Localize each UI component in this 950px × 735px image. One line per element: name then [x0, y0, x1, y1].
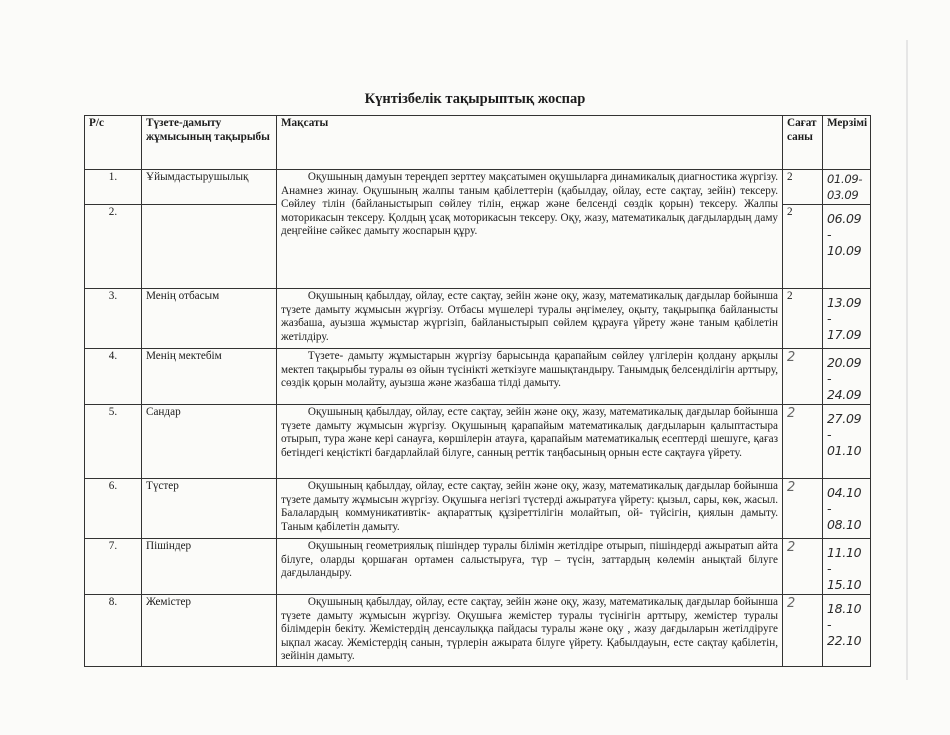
header-topic: Түзете-дамыту жұмысының тақырыбы	[142, 116, 277, 170]
row-dates-handwritten: 06.09 - 10.09	[823, 205, 871, 289]
row-topic: Жемістер	[142, 595, 277, 667]
row-number: 6.	[85, 479, 142, 539]
row-topic: Сандар	[142, 405, 277, 479]
row-number: 1.	[85, 170, 142, 205]
row-topic: Түстер	[142, 479, 277, 539]
header-hours: Сағат саны	[783, 116, 823, 170]
table-header-row	[85, 116, 871, 170]
row-topic: Менің мектебім	[142, 349, 277, 405]
row-dates-handwritten: 20.09 - 24.09	[823, 349, 871, 405]
table-row	[85, 479, 871, 539]
row-topic: Ұйымдастырушылық	[142, 170, 277, 205]
row-dates-handwritten: 18.10 - 22.10	[823, 595, 871, 667]
row-number: 4.	[85, 349, 142, 405]
table-row	[85, 595, 871, 667]
header-dates: Мерзімі	[823, 116, 871, 170]
row-number: 8.	[85, 595, 142, 667]
table-row	[85, 539, 871, 595]
row-number: 5.	[85, 405, 142, 479]
row-number: 2.	[85, 205, 142, 289]
header-goal: Мақсаты	[277, 116, 783, 170]
row-topic: Пішіндер	[142, 539, 277, 595]
row-goal: Оқушының қабылдау, ойлау, есте сақтау, зейін және оқу, жазу, математикалық дағдылар бойынша түзете дамыту жұмысын жүргізу. Оқушыға негізгі түстерді ажыратуға үйрету: қызыл, сары, көк, жасыл. Балалардың коммуникативтік- ақпараттық құзіреттілігін молайтып, ой- түйсігін, қиялын дамыту. Таным қабілетін дамыту.	[277, 479, 783, 539]
table-row	[85, 289, 871, 349]
row-dates-handwritten: 27.09 - 01.10	[823, 405, 871, 479]
row-hours-handwritten: 2	[783, 539, 823, 595]
table-row	[85, 405, 871, 479]
row-topic: Менің отбасым	[142, 289, 277, 349]
page-edge-shadow	[906, 40, 908, 680]
row-goal: Оқушының қабылдау, ойлау, есте сақтау, зейін және оқу, жазу, математикалық дағдылар бойынша түзете дамыту жұмысын жүргізу. Оқушыға жемістер туралы түсінігін арттыру, жемістер туралы білімдерін бекіту. Жемістердің денсаулыққа пайдасы туралы және оқу , жазу дағдыларын жетілдіруге ықпал жасау. Жемістердің санын, түрлерін ажырата білуге үйрету. Қабылдауын, есте сақтау қабілетін, зейінін дамыту.	[277, 595, 783, 667]
row-hours: 2	[783, 289, 823, 349]
row-hours-handwritten: 2	[783, 405, 823, 479]
row-hours-handwritten: 2	[783, 479, 823, 539]
row-hours: 2	[783, 205, 823, 289]
row-dates-handwritten: 01.09-03.09	[823, 170, 871, 205]
row-goal: Түзете- дамыту жұмыстарын жүргізу барысында қарапайым сөйлеу үлгілерін қолдану арқылы мектеп тақырыбы туралы өз ойын түсінікті жеткізуге машықтандыру. Танымдық белсенділігін арттыру, сөздік қорын молайту, ауызша және жазбаша тілді дамыту.	[277, 349, 783, 405]
row-topic	[142, 205, 277, 289]
row-goal: Оқушының қабылдау, ойлау, есте сақтау, зейін және оқу, жазу, математикалық дағдылар бойынша түзете дамыту жұмысын жүргізу. Отбасы мүшелері туралы әңгімелеу, оқыту, тақырыпқа байланысты жазбаша, ауызша жұмыстар жүргізіп, байланыстырып сөйлем құрауға үйрету және таным қабілетін жетілдіру.	[277, 289, 783, 349]
row-number: 3.	[85, 289, 142, 349]
row-goal: Оқушының геометриялық пішіндер туралы білімін жетілдіре отырып, пішіндерді ажыратып айта білуге, оларды қоршаған ортамен салыстыруға, түр – түсін, заттардың көлемін анықтай білуге дағдыландыру.	[277, 539, 783, 595]
row-dates-handwritten: 04.10 - 08.10	[823, 479, 871, 539]
row-goal: Оқушының қабылдау, ойлау, есте сақтау, зейін және оқу, жазу, математикалық дағдылар бойынша түзете дамыту жұмысын жүргізу. Оқушының қарапайым математикалық дағдыларын қалыптастыра отырып, тура және кері санауға, көршілерін атауға, қарапайым математикалық есептерді шешуге, қағаз бетіндегі кеңістікті бағдарлайлай білуге, санның реттік таңбасының орнын есте сақтауға үйрету.	[277, 405, 783, 479]
table-row	[85, 349, 871, 405]
header-num: Р/с	[85, 116, 142, 170]
row-number: 7.	[85, 539, 142, 595]
thematic-plan-table	[84, 115, 871, 667]
table-row	[85, 170, 871, 205]
row-dates-handwritten: 11.10 - 15.10	[823, 539, 871, 595]
page-title: Күнтізбелік тақырыптық жоспар	[364, 91, 586, 107]
row-hours: 2	[783, 170, 823, 205]
row-dates-handwritten: 13.09 - 17.09	[823, 289, 871, 349]
row-hours-handwritten: 2	[783, 595, 823, 667]
row-hours-handwritten: 2	[783, 349, 823, 405]
row-goal: Оқушының дамуын тереңдеп зерттеу мақсатымен оқушыларға динамикалық диагностика жүргізу. Анамнез жинау. Оқушының жалпы таным қабілеттерін (қабылдау, ойлау, есте сақтау, зейін) тексеру. Сөйлеу тілін (байланыстырып сөйлеу тілін, еңжар және белсенді сөздік қорын) тексеру. Жалпы моторикасын тексеру. Қолдың ұсақ моторикасын тексеру. Оқу, жазу, математикалық дағдылардың даму деңгейіне сәйкес дамыту жоспарын құру.	[277, 170, 783, 289]
